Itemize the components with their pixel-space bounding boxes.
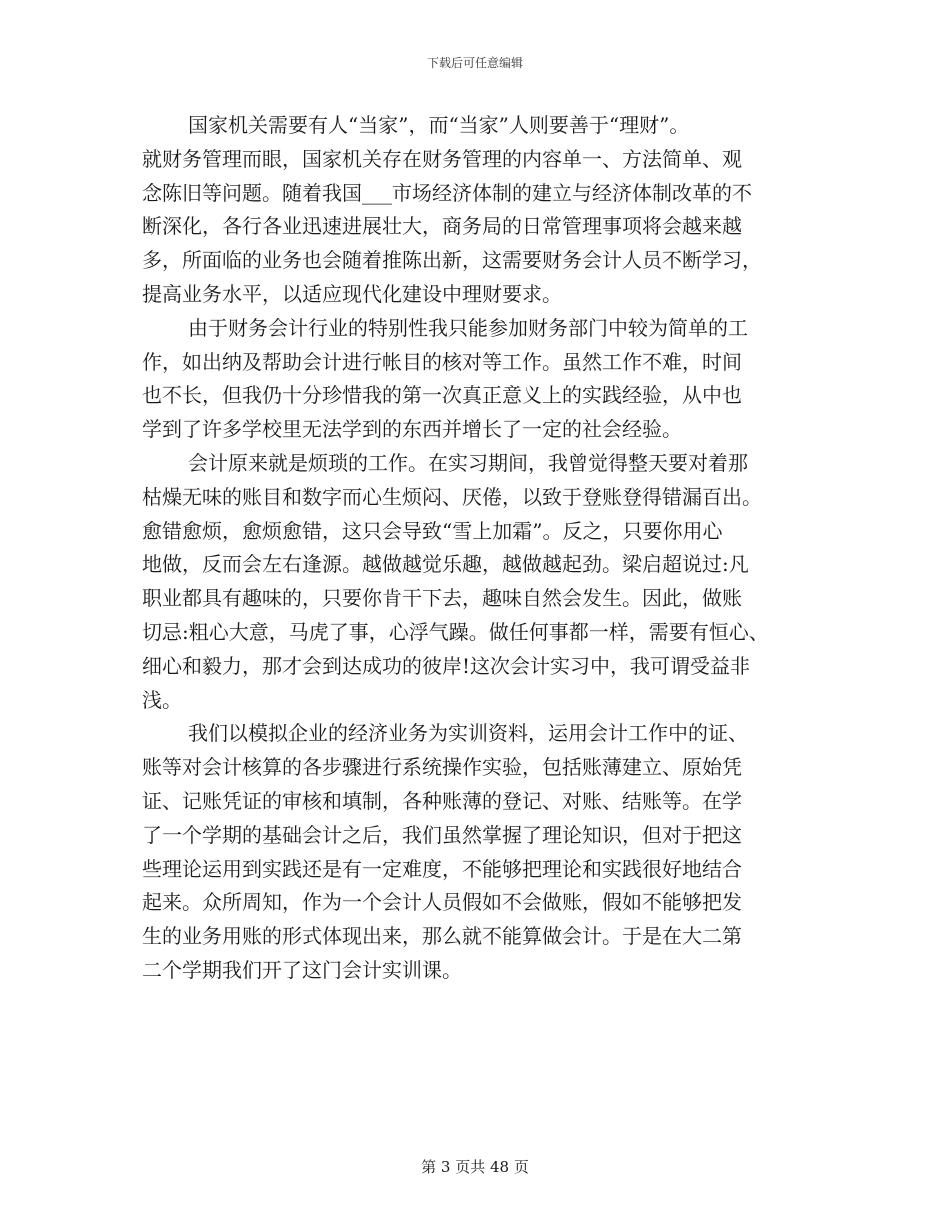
text-line: 细心和毅力，那才会到达成功的彼岸!这次会计实习中，我可谓受益非 (142, 653, 751, 678)
document-body (142, 109, 822, 988)
text-line: 职业都具有趣味的，只要你肯干下去，趣味自然会发生。因此，做账 (142, 586, 742, 611)
text-line: 提高业务水平，以适应现代化建设中理财要求。 (142, 281, 562, 306)
text-line: 证、记账凭证的审核和填制，各种账薄的登记、对账、结账等。在学 (142, 788, 742, 813)
text-line: 由于财务会计行业的特别性我只能参加财务部门中较为简单的工 (188, 315, 748, 340)
text-line: 就财务管理而眼，国家机关存在财务管理的内容单一、方法简单、观 (142, 146, 742, 171)
text-line: 切忌:粗心大意，马虎了事，心浮气躁。做任何事都一样，需要有恒心、 (142, 619, 769, 644)
text-line: 学到了许多学校里无法学到的东西并增长了一定的社会经验。 (142, 417, 682, 442)
text-line: 账等对会计核算的各步骤进行系统操作实验，包括账薄建立、原始凭 (142, 755, 742, 780)
text-line: 起来。众所周知，作为一个会计人员假如不会做账，假如不能够把发 (142, 890, 742, 915)
text-line: 我们以模拟企业的经济业务为实训资料，运用会计工作中的证、 (188, 721, 748, 746)
text-line: 断深化，各行各业迅速进展壮大，商务局的日常管理事项将会越来越 (142, 214, 742, 239)
text-line: 念陈旧等问题。随着我国___市场经济体制的建立与经济体制改革的不 (142, 180, 752, 205)
text-line: 浅。 (142, 687, 182, 712)
text-line: 生的业务用账的形式体现出来，那么就不能算做会计。于是在大二第 (142, 924, 742, 949)
text-line: 国家机关需要有人“当家”，而“当家”人则要善于“理财”。 (188, 113, 690, 137)
text-line: 也不长，但我仍十分珍惜我的第一次真正意义上的实践经验，从中也 (142, 383, 742, 408)
text-line: 二个学期我们开了这门会计实训课。 (142, 957, 462, 982)
page-footer: 第 3 页共 48 页 (421, 1158, 529, 1176)
text-line: 枯燥无味的账目和数字而心生烦闷、厌倦，以致于登账登得错漏百出。 (142, 484, 762, 509)
text-line: 了一个学期的基础会计之后，我们虽然掌握了理论知识，但对于把这 (142, 822, 742, 847)
text-line: 会计原来就是烦琐的工作。在实习期间，我曾觉得整天要对着那 (188, 450, 748, 475)
text-line: 些理论运用到实践还是有一定难度，不能够把理论和实践很好地结合 (142, 856, 742, 881)
text-line: 愈错愈烦，愈烦愈错，这只会导致“雪上加霜”。反之，只要你用心 (142, 518, 723, 543)
page-header: 下载后可任意编辑 (426, 56, 523, 70)
text-line: 作，如出纳及帮助会计进行帐目的核对等工作。虽然工作不难，时间 (142, 349, 742, 374)
text-line: 多，所面临的业务也会随着推陈出新，这需要财务会计人员不断学习， (142, 248, 762, 273)
text-line: 地做，反而会左右逢源。越做越觉乐趣，越做越起劲。梁启超说过:凡 (142, 552, 749, 577)
